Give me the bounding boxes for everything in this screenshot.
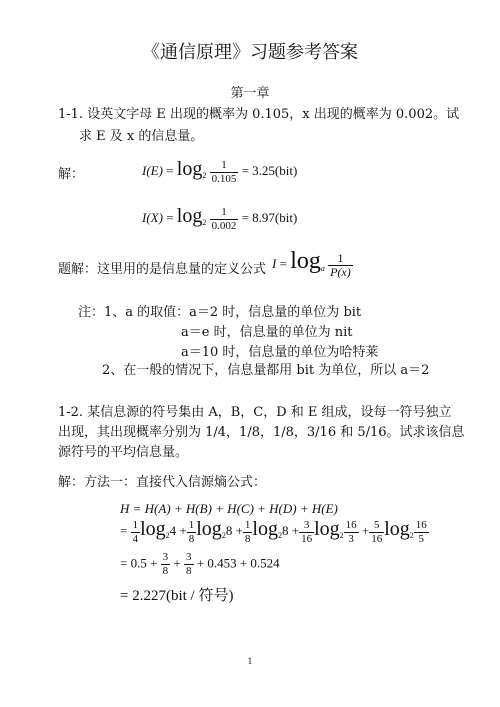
log-symbol: log — [196, 518, 222, 540]
question-1-2-line3: 源符号的平均信息量。 — [58, 445, 189, 460]
question-1-2-line2: 出现，其出现概率分别为 1/4，1/8，1/8，3/16 和 5/16。试求该信息 — [58, 425, 465, 440]
chapter-heading: 第一章 — [230, 86, 270, 101]
note-line4: 2、在一般的情况下，信息量都用 bit 为单位，所以 a＝2 — [102, 363, 430, 378]
log-symbol: log — [252, 518, 278, 540]
eq1-lhs: I(E) — [142, 163, 163, 178]
explanation-label: 题解：这里用的是信息量的定义公式 — [58, 262, 267, 277]
log-symbol: log — [384, 518, 410, 540]
equation-info-E: $I(E) = \log_2$ $\frac{1}{0.105}$ = 3.25(bit) — [142, 158, 298, 185]
log-symbol: log — [176, 158, 203, 180]
log-symbol: log — [140, 518, 166, 540]
document-title: 《通信原理》习题参考答案 — [142, 42, 358, 63]
log-symbol: log — [314, 518, 340, 540]
entropy-sum-line: H = H(A) + H(B) + H(C) + H(D) + H(E) — [120, 501, 338, 516]
question-1-1-line1: 1-1. 设英文字母 E 出现的概率为 0.105，x 出现的概率为 0.002。试 — [58, 107, 460, 122]
log-symbol: log — [176, 205, 203, 227]
note-line2: a＝e 时，信息量的单位为 nit — [181, 325, 353, 340]
question-1-1-line2: 求 E 及 x 的信息量。 — [79, 129, 204, 144]
entropy-result: = 2.227(bit / 符号) — [120, 588, 234, 604]
page-number: 1 — [247, 657, 253, 666]
eq1-result: = 3.25(bit) — [241, 163, 298, 178]
entropy-log-terms: = $\frac{1}{4}$ $\log_24$ + $\frac{1}{8}$ $\log_28$ + $\frac{1}{8}$ $\log_28$ + $\frac{3}{16}$ $\log_2$ $\frac{16}{3}$ + $\frac{5}{16}$ $\log_2$ $\frac{16}{5}$ — [120, 518, 427, 545]
eq1-fraction: $\frac{1}{0.105}$ — [211, 158, 237, 185]
information-definition-formula: $I = \log_a$ $\frac{1}{P(x)}$ — [272, 248, 351, 279]
equation-info-X: $I(X) = \log_2$ $\frac{1}{0.002}$ = 8.97(bit) — [142, 205, 298, 232]
note-line3: a＝10 时，信息量的单位为哈特莱 — [181, 345, 379, 360]
solution-method-one: 解：方法一：直接代入信源熵公式： — [58, 475, 267, 490]
eq2-lhs: I(X) — [142, 210, 163, 225]
definition-fraction: $\frac{1}{P(x)}$ — [330, 250, 351, 279]
solution-label: 解： — [58, 167, 85, 182]
eq2-fraction: $\frac{1}{0.002}$ — [211, 205, 237, 232]
eq2-result: = 8.97(bit) — [241, 210, 298, 225]
note-line1: 注：1、a 的取值：a＝2 时，信息量的单位为 bit — [78, 305, 362, 320]
question-1-2-line1: 1-2. 某信息源的符号集由 A，B，C，D 和 E 组成，设每一符号独立 — [58, 405, 452, 420]
entropy-numeric-terms: = 0.5 + $\frac{3}{8}$ + $\frac{3}{8}$ + 0.453 + 0.524 — [120, 551, 280, 577]
log-symbol: log — [290, 248, 321, 274]
